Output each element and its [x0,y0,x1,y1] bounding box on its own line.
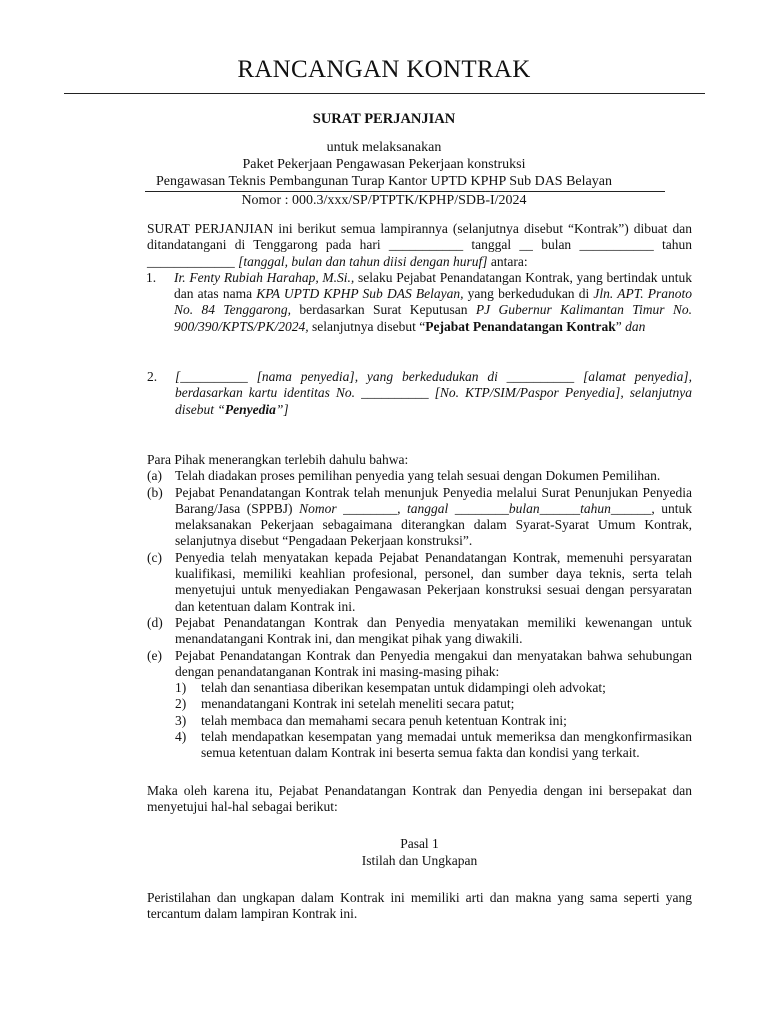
closing-paragraph: Maka oleh karena itu, Pejabat Penandatangan Kontrak dan Penyedia dengan ini bersepakat dan menyetujui hal-hal sebagai berikut: [147,782,692,814]
whereas-item: (a) Telah diadakan proses pemilihan penyedia yang telah sesuai dengan Dokumen Pemilihan. [147,468,661,484]
pasal-text: Peristilahan dan ungkapan dalam Kontrak ini memiliki arti dan makna yang sama seperti yang tercantum dalam lampiran Kontrak ini. [147,889,692,922]
pasal-title: Istilah dan Ungkapan [361,852,478,868]
document-title: RANCANGAN KONTRAK [237,56,531,83]
party-2: 2. [__________ [nama penyedia], yang berkedudukan di __________ [alamat penyedia], berdasarkan kartu identitas No. __________ [No. KTP/SIM/Paspor Penyedia], selanjutnya disebut “Penyedia”] [147,369,692,417]
whereas-item: (e) Pejabat Penandatangan Kontrak dan Penyedia mengakui dan menyatakan bahwa sehubungan dengan penandatanganan Kontrak ini masing-masing pihak: 1) telah dan senantiasa diberikan kesempatan untuk didampingi oleh advokat; 2) menandatangani Kontrak ini setelah meneliti secara patut; 3) telah membaca dan memahami secara penuh ketentuan Kontrak ini; 4) telah mendapatkan kesempatan yang memadai untuk memeriksa dan mengkonfirmasikan semua ketentuan dalam Kontrak ini beserta semua fakta dan kondisi yang terkait. [147,647,692,761]
header-divider [145,191,665,192]
contract-number: Nomor : 000.3/xxx/SP/PTPTK/KPHP/SDB-I/2024 [241,193,527,208]
header-line-2: Paket Pekerjaan Pengawasan Pekerjaan konstruksi [242,157,526,172]
title-divider [64,93,705,94]
header-line-1: untuk melaksanakan [326,140,442,155]
sub-item: 3) telah membaca dan memahami secara penuh ketentuan Kontrak ini; [175,712,567,728]
intro-paragraph: SURAT PERJANJIAN ini berikut semua lampirannya (selanjutnya disebut “Kontrak”) dibuat dan ditandatangani di Tenggarong pada hari ___________ tanggal __ bulan ___________ tahun _____________ [tanggal, bulan dan tahun diisi dengan huruf] antara: [147,221,692,269]
whereas-item: (b) Pejabat Penandatangan Kontrak telah menunjuk Penyedia melalui Surat Penunjukan Penyedia Barang/Jasa (SPPBJ) Nomor ________, tanggal ________bulan______tahun______, untuk melaksanakan Pekerjaan sebagaimana diterangkan dalam Syarat-Syarat Umum Kontrak, selanjutnya disebut “Pengadaan Pekerjaan konstruksi”. [147,484,692,549]
whereas-item: (d) Pejabat Penandatangan Kontrak dan Penyedia menyatakan memiliki kewenangan untuk menandatangani Kontrak ini, dan mengikat pihak yang diwakili. [147,614,692,647]
sub-item: 4) telah mendapatkan kesempatan yang memadai untuk memeriksa dan mengkonfirmasikan semua ketentuan dalam Kontrak ini beserta semua fakta dan kondisi yang terkait. [175,729,692,761]
para-pihak-intro: Para Pihak menerangkan terlebih dahulu bahwa: [147,451,409,467]
sub-item: 1) telah dan senantiasa diberikan kesempatan untuk didampingi oleh advokat; [175,680,606,696]
pasal-number: Pasal 1 [400,836,439,852]
whereas-item: (c) Penyedia telah menyatakan kepada Pejabat Penandatangan Kontrak, memenuhi persyaratan kualifikasi, memiliki keahlian profesional, personel, dan sumber daya teknis, serta telah menyetujui untuk menyediakan Pengawasan Pekerjaan konstruksi sesuai dengan persyaratan dan ketentuan dalam Kontrak ini. [147,549,692,614]
document-subtitle: SURAT PERJANJIAN [312,111,456,127]
sub-item: 2) menandatangani Kontrak ini setelah meneliti secara patut; [175,696,515,712]
party-1: 1. Ir. Fenty Rubiah Harahap, M.Si., selaku Pejabat Penandatangan Kontrak, yang bertindak untuk dan atas nama KPA UPTD KPHP Sub DAS Belayan, yang berkedudukan di Jln. APT. Pranoto No. 84 Tenggarong, berdasarkan Surat Keputusan PJ Gubernur Kalimantan Timur No. 900/390/KPTS/PK/2024, selanjutnya disebut “Pejabat Penandatangan Kontrak” dan [146,269,693,334]
document-body [147,221,692,922]
header-line-3: Pengawasan Teknis Pembangunan Turap Kantor UPTD KPHP Sub DAS Belayan [156,174,612,189]
